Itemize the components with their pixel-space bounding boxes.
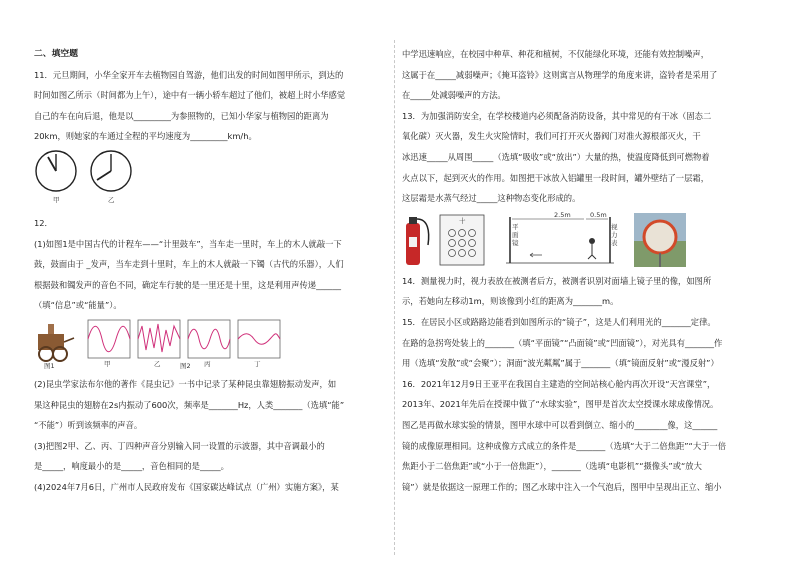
wave-caption-bing: 丙 — [204, 359, 211, 368]
q11-line-1: 11．元旦期间，小华全家开车去植物园自驾游，他们出发的时间如图甲所示，到达的 — [34, 69, 344, 80]
right-figure-drawings — [402, 211, 692, 269]
q12-1-line-3: 根据鼓和镯发声的音色不同，确定车行驶的是一里还是十里，这是利用声传递______ — [34, 279, 341, 290]
q15-line-2: 在路的急拐弯处装上的_______（填“平面镜”“凸面镜”或“凹面镜”），对光具有_______作 — [402, 337, 723, 348]
q13-line-3: 冰迅速_____从周围_____（选填“吸收”或“放出”）大量的热，使温度降低到可燃物着 — [402, 151, 710, 162]
distance-label-2-5m: 2.5m — [554, 210, 571, 219]
q13-line-2: 氧化碳）灭火器，发生火灾险情时，我们可打开灭火器阀门对准火源根部灭火，干 — [402, 131, 701, 142]
column-divider — [394, 40, 395, 555]
right-column — [402, 44, 766, 497]
left-column — [34, 44, 386, 498]
convex-mirror-photo — [634, 213, 686, 267]
distance-label-0-5m: 0.5m — [590, 210, 607, 219]
clock-yi — [91, 151, 131, 191]
q16-line-3: 图乙是再做水球实验的情景，图甲水球中可以看到倒立、缩小的________像，这______ — [402, 419, 718, 430]
q16-line-2: 2013年、2021年先后在授课中做了“水球实验”，图甲是首次太空授课水球成像情况。 — [402, 399, 719, 410]
q12-2-line-2: 果这种昆虫的翅膀在2s内振动了600次，频率是_______Hz，人类_______（选填“能” — [34, 399, 345, 410]
q12-1-line-2: 鼓，鼓面由于 _发声，当车走到十里时，车上的木人就敲一下镯（古代的乐器），人们 — [34, 259, 344, 270]
waveform-bing — [188, 320, 230, 358]
clocks-figure — [34, 149, 386, 207]
q12-4-line-2: 中学迅速响应，在校园中种草、种花和植树，不仅能绿化环境，还能有效控制噪声， — [402, 49, 709, 59]
waveform-ding — [238, 320, 280, 358]
wave-caption-jia: 甲 — [104, 359, 111, 368]
q12-3-line-1: (3)把图2甲、乙、丙、丁四种声音分别输入同一设置的示波器，其中音调最小的 — [34, 440, 325, 451]
eye-chart-label: 视力表 — [611, 222, 618, 247]
q12-4-line-3: 这属于在_____减弱噪声；《掩耳盗铃》这则寓言从物理学的角度来讲，盗铃者是采用了 — [402, 69, 718, 80]
q11-line-3: 自己的车在向后退，他是以_________为参照物的，已知小华家与植物园的距离为 — [34, 110, 329, 121]
q12-4-line-1: (4)2024年7月6日，广州市人民政府发布《国家碳达峰试点（广州）实施方案》，某 — [34, 481, 339, 492]
clock-caption-yi: 乙 — [108, 195, 115, 204]
wave-caption-yi: 乙 — [154, 359, 161, 368]
waveform-yi — [138, 320, 180, 358]
q13-line-5: 这层霜是水蒸气经过_____这种物态变化形成的。 — [402, 193, 581, 204]
q12-1-line-1: (1)如图1是中国古代的计程车——“计里鼓车”，当车走一里时，车上的木人就敲一下 — [34, 238, 342, 249]
q16-line-1: 16．2021年12月9日王亚平在我国自主建造的空间站核心舱内再次开设“天宫课堂”， — [402, 378, 716, 389]
q12-1-line-4: （填“信息”或“能量”）。 — [34, 300, 122, 311]
q12-2-line-1: (2)昆虫学家法布尔他的著作《昆虫记》一书中记录了某种昆虫靠翅膀振动发声，如 — [34, 378, 337, 389]
q16-line-6: 镜”）就是依据这一原理工作的；图乙水球中注入一个气泡后，图甲中呈现出正立、缩小 — [402, 481, 722, 492]
q15-line-1: 15．在居民小区或路路边能看到如图所示的“镜子”，这是人们利用光的_______定律。 — [402, 316, 716, 327]
q11-line-2: 时间如图乙所示（时间都为上午），途中有一辆小轿车超过了他们，被超上时小华感觉 — [34, 90, 346, 101]
figure-1-caption: 图1 — [44, 361, 55, 370]
eye-test-diagram — [506, 217, 614, 263]
wave-caption-ding: 丁 — [254, 359, 261, 368]
q12-4-line-4: 在_____处减弱噪声的方法。 — [402, 90, 506, 101]
drum-cart-illustration — [38, 324, 74, 361]
q13-line-1: 13．为加强消防安全，在学校楼道内必须配备消防设备，其中常见的有干冰（固态二 — [402, 110, 712, 121]
waves-figure — [34, 320, 386, 370]
q12-3-line-2: 是_____，响度最小的是_____，音色相同的是_____。 — [34, 461, 229, 472]
fire-extinguisher-illustration — [406, 217, 429, 265]
right-figures — [402, 211, 766, 269]
clock-jia — [36, 151, 76, 191]
q14-line-2: 示，若她向左移动1m，则该像到小红的距离为_______m。 — [402, 296, 619, 307]
q15-line-3: 用（选填“发散”或“会聚”）；洞面“波光粼粼”属于_______（填“镜面反射”或“漫反射”） — [402, 358, 719, 369]
q14-line-1: 14．测量视力时，视力表放在被测者后方，被测者识别对面墙上镜子里的像，如图所 — [402, 275, 712, 286]
waveform-jia — [88, 320, 130, 358]
clock-drawings — [34, 149, 154, 207]
plane-mirror-label: 平面镜 — [512, 222, 519, 247]
clock-caption-jia: 甲 — [53, 195, 60, 204]
q16-line-5: 焦距小于二倍焦距”或“小于一倍焦距”），_______（选填“电影机”“摄像头”或“放大 — [402, 461, 702, 472]
section-title: 二、填空题 — [34, 49, 78, 59]
q12-number: 12． — [34, 217, 53, 228]
q13-line-4: 火点以下，起到灭火的作用。如图把干冰放入铝罐里一段时间，罐外壁结了一层霜， — [402, 172, 709, 183]
q12-2-line-3: “不能”）听到该频率的声音。 — [34, 420, 143, 431]
q16-line-4: 镜的成像原理相同。这种成像方式成立的条件是_______（选填“大于二倍焦距”“大于一倍 — [402, 440, 727, 451]
can-top-mark: 十 — [459, 216, 466, 225]
q11-line-4: 20km，则她家的车通过全程的平均速度为_________km/h。 — [34, 131, 257, 142]
figure-2-caption: 图2 — [180, 361, 191, 370]
